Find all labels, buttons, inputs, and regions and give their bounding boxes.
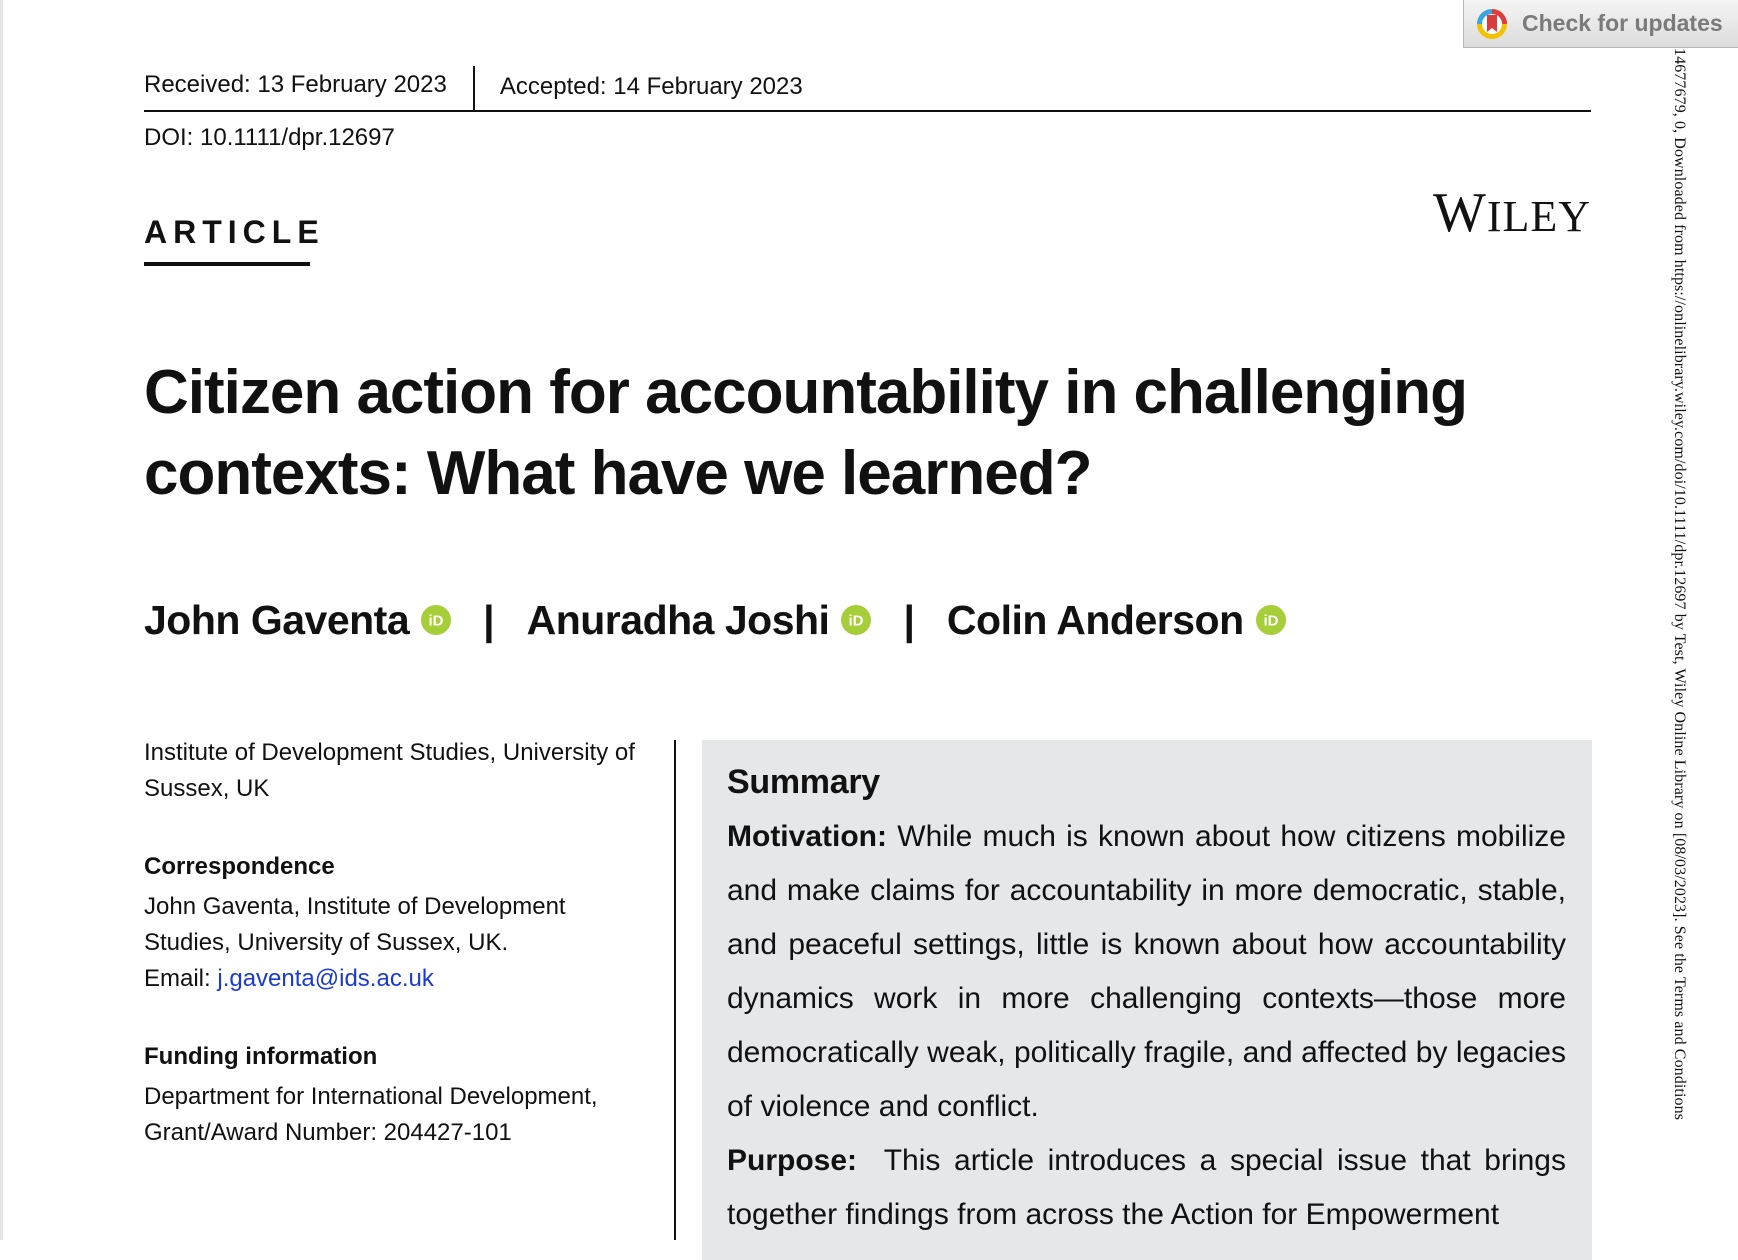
download-stamp: 14677679, 0, Downloaded from https://onlinelibrary.wiley.com/doi/10.1111/dpr.12697 by Test, Wiley Online Library on [08/03/2023]. See the Terms and Conditions [1671,48,1688,1121]
summary-heading: Summary [727,763,880,801]
article-title: Citizen action for accountability in challenging contexts: What have we learned? [144,358,1468,508]
summary-purpose [727,1134,1566,1242]
funding-heading: Funding information [144,1043,378,1070]
correspondence-text: John Gaventa, Institute of Development Studies, University of Sussex, UK. [144,893,566,956]
summary-box [702,740,1592,1260]
motivation-text: While much is known about how citizens mobilize and make claims for accountability in more democratic, stable, and peaceful settings, little is known about how accountability dynamics work in more challenging contexts—those more democratically weak, politically fragile, and affected by legacies of violence and conflict. [727,820,1566,1123]
purpose-text: This article introduces a special issue that brings together findings from across the Action for Empowerment [727,1144,1566,1231]
orcid-icon[interactable] [421,605,451,635]
wiley-logo: WILEY [1432,182,1591,244]
email-label: Email: [144,965,218,992]
orcid-icon[interactable] [841,605,871,635]
svg-text:iD: iD [1263,612,1279,630]
article-type-label: ARTICLE [144,214,325,250]
accepted-date: Accepted: 14 February 2023 [499,73,803,100]
orcid-icon[interactable] [1256,605,1286,635]
doi: DOI: 10.1111/dpr.12697 [144,124,395,151]
crossmark-icon [1476,8,1508,40]
purpose-label: Purpose: [727,1144,858,1177]
correspondence-heading: Correspondence [144,853,335,880]
correspondence-body [144,889,644,997]
summary-motivation [727,810,1566,1134]
author-name[interactable]: Anuradha Joshi [526,596,830,643]
email-link[interactable]: j.gaventa@ids.ac.uk [217,965,434,992]
check-for-updates-button[interactable] [1463,0,1738,48]
author-separator: | [483,596,495,643]
author-name[interactable]: John Gaventa [144,596,410,643]
funding-text: Department for International Development, Grant/Award Number: 204427-101 [144,1083,598,1146]
received-date: Received: 13 February 2023 [144,66,475,110]
svg-text:iD: iD [848,612,864,630]
motivation-label: Motivation: [727,820,887,853]
page-edge [0,0,3,1240]
article-dates [144,66,1591,112]
article-type-underline [144,262,310,266]
svg-text:iD: iD [428,612,444,630]
check-for-updates-label: Check for updates [1522,10,1723,36]
author-list [144,590,1286,650]
affiliation: Institute of Development Studies, University of Sussex, UK [144,739,635,802]
article-info-sidebar [144,735,644,1193]
author-name[interactable]: Colin Anderson [946,596,1244,643]
column-divider [674,740,676,1240]
author-separator: | [903,596,915,643]
